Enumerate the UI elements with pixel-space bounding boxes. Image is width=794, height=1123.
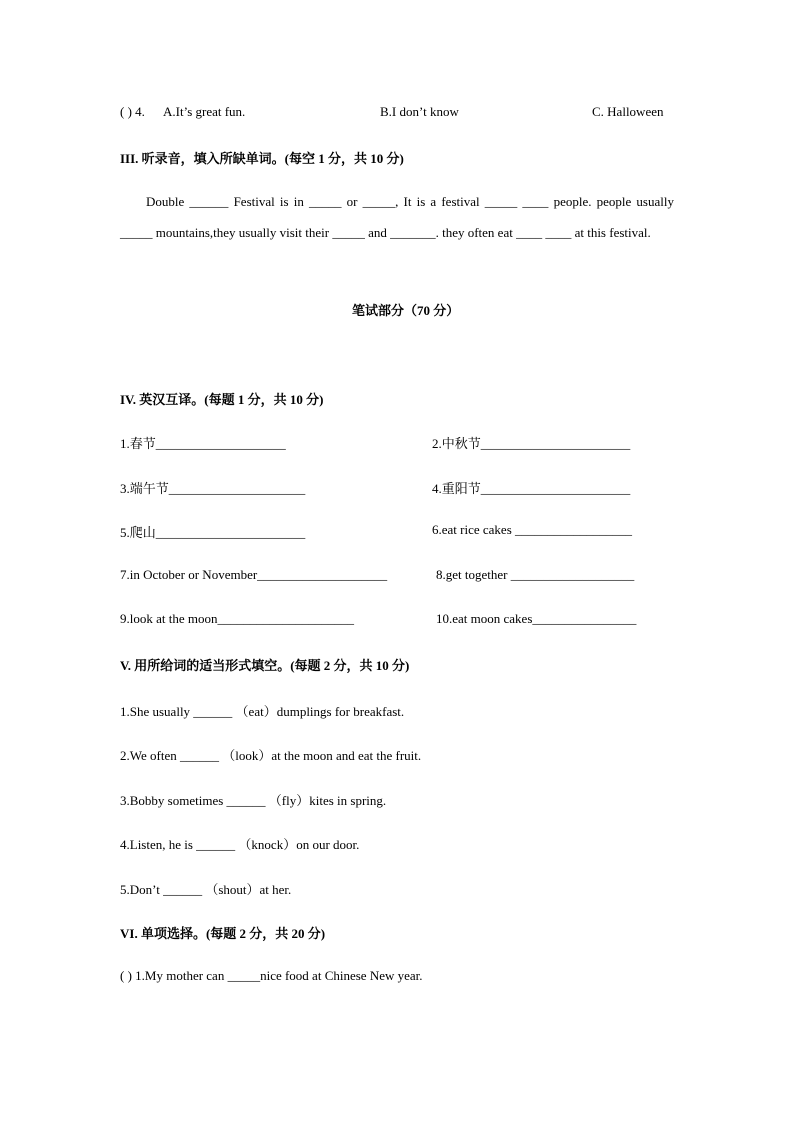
translation-item-2: 2.中秋节_______________________ <box>432 436 631 451</box>
translation-item-4: 4.重阳节_______________________ <box>432 481 631 496</box>
translation-item-1: 1.春节____________________ <box>120 436 286 451</box>
section-4-heading: IV. 英汉互译。(每题 1 分，共 10 分) <box>120 392 324 407</box>
translation-item-5: 5.爬山_______________________ <box>120 525 306 540</box>
section-3-passage-text: Double ______ Festival is in _____ or _____, It is a festival _____ ____ people. people usually _____ mountains,they usually visit their _____ and _______. they often eat ____ ____ at this festival. <box>120 194 674 240</box>
question-4-option-a: A.It’s great fun. <box>163 104 246 119</box>
section-3-heading: III. 听录音，填入所缺单词。(每空 1 分，共 10 分) <box>120 151 404 166</box>
section-3-passage <box>120 186 674 248</box>
translation-item-9: 9.look at the moon_____________________ <box>120 611 354 626</box>
translation-item-10: 10.eat moon cakes________________ <box>436 611 637 626</box>
translation-item-6: 6.eat rice cakes __________________ <box>432 522 633 537</box>
fill-item-4: 4.Listen, he is ______ （knock）on our door. <box>120 837 360 852</box>
question-4-option-c: C. Halloween <box>592 104 664 119</box>
fill-item-5: 5.Don’t ______ （shout）at her. <box>120 882 292 897</box>
question-4-option-b: B.I don’t know <box>380 104 459 119</box>
section-6-heading: VI. 单项选择。(每题 2 分，共 20 分) <box>120 926 326 941</box>
fill-item-3: 3.Bobby sometimes ______ （fly）kites in spring. <box>120 793 387 808</box>
translation-item-8: 8.get together ___________________ <box>436 567 635 582</box>
translation-item-7: 7.in October or November____________________ <box>120 567 388 582</box>
choice-item-1: ( ) 1.My mother can _____nice food at Chinese New year. <box>120 968 423 983</box>
fill-item-1: 1.She usually ______ （eat）dumplings for breakfast. <box>120 704 405 719</box>
fill-item-2: 2.We often ______ （look）at the moon and eat the fruit. <box>120 748 422 763</box>
translation-item-3: 3.端午节_____________________ <box>120 481 306 496</box>
written-part-title: 笔试部分（70 分） <box>352 303 460 318</box>
section-5-heading: V. 用所给词的适当形式填空。(每题 2 分，共 10 分) <box>120 658 410 673</box>
question-4-number: ( ) 4. <box>120 104 145 119</box>
